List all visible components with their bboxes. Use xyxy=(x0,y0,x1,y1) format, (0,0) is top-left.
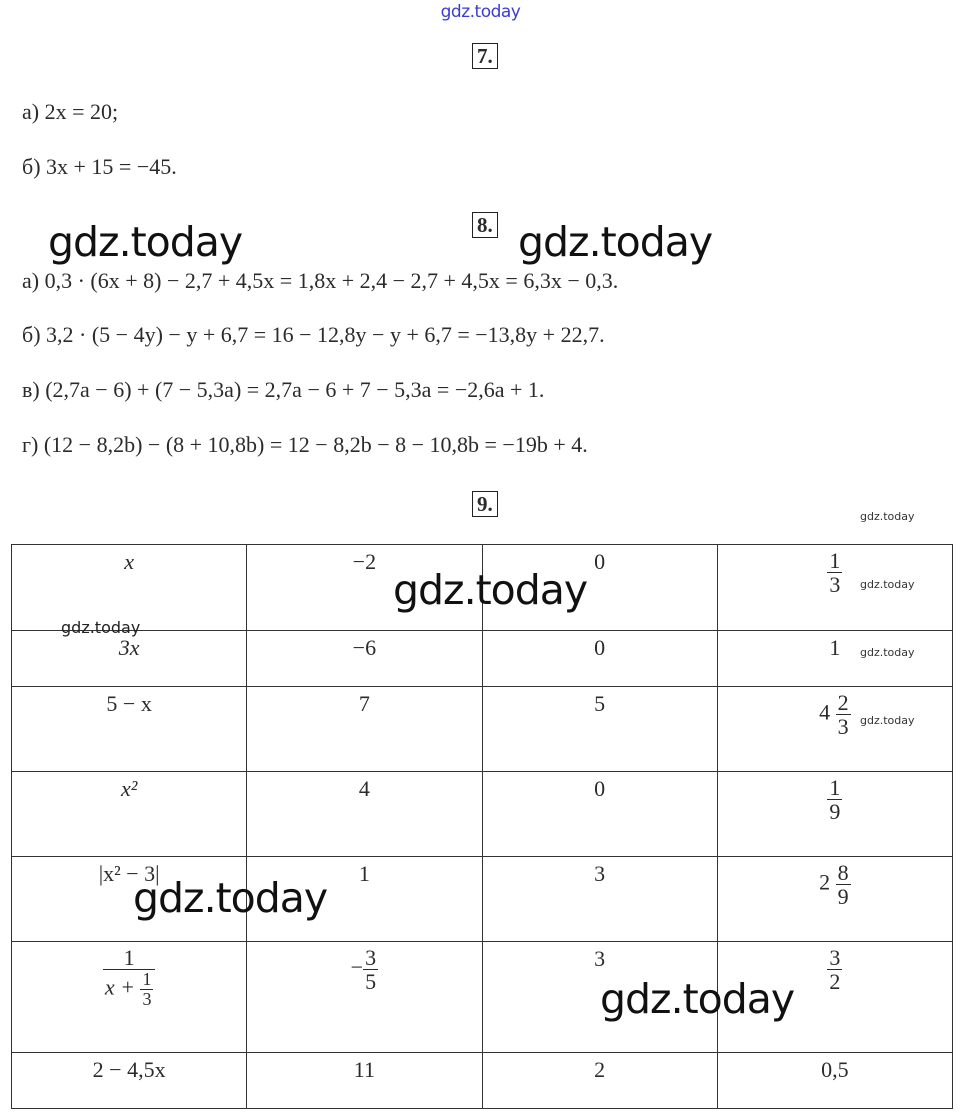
task-7-number: 7. xyxy=(472,43,498,69)
table-row xyxy=(12,772,953,857)
watermark-1: gdz.today xyxy=(48,218,243,266)
watermark-3: gdz.today xyxy=(393,566,588,614)
cell: 1 xyxy=(247,857,482,942)
fraction: $\frac{2}{3}$ xyxy=(837,690,849,740)
cell: −2 xyxy=(247,545,482,631)
cell: 4 xyxy=(247,772,482,857)
task-7-line-a: а) 2x = 20; xyxy=(22,99,119,124)
watermark-mid: gdz.today xyxy=(61,618,141,637)
task-8-line-b: б) 3,2 · (5 − 4y) − y + 6,7 = 16 − 12,8y − y + 6,7 = −13,8y + 22,7. xyxy=(22,322,605,347)
task-8-line-d: г) (12 − 8,2b) − (8 + 10,8b) = 12 − 8,2b − 8 − 10,8b = −19b + 4. xyxy=(22,432,588,457)
fraction: $\frac{1}{9}$ xyxy=(829,775,841,825)
fraction: $\frac{3}{2}$ xyxy=(829,945,841,995)
cell: 11 xyxy=(247,1053,482,1109)
row-label: x xyxy=(12,545,247,631)
table-row xyxy=(12,631,953,687)
table-row xyxy=(12,942,953,1053)
cell: 4 $\frac{2}{3}$ xyxy=(717,687,952,772)
watermark-4: gdz.today xyxy=(133,874,328,922)
fraction: $\frac{1}{3}$ xyxy=(829,548,841,598)
cell: − $\frac{3}{5}$ xyxy=(247,942,482,1053)
task-8-line-a: а) 0,3 · (6x + 8) − 2,7 + 4,5x = 1,8x + 2,4 − 2,7 + 4,5x = 6,3x − 0,3. xyxy=(22,268,619,293)
fraction: $\frac{3}{5}$ xyxy=(365,945,377,995)
cell: −6 xyxy=(247,631,482,687)
watermark-small-2: gdz.today xyxy=(860,578,915,591)
watermark-small-4: gdz.today xyxy=(860,714,915,727)
fraction: $\frac{8}{9}$ xyxy=(837,860,849,910)
cell: 3 xyxy=(482,942,717,1053)
cell xyxy=(717,545,952,631)
row-label: |x² − 3| xyxy=(12,857,247,942)
cell: 3 xyxy=(482,857,717,942)
cell: 2 $\frac{8}{9}$ xyxy=(717,857,952,942)
complex-fraction: 1 x + $\frac{1}{3}$ xyxy=(103,946,156,1009)
row-label: x² xyxy=(12,772,247,857)
task-7-line-b: б) 3x + 15 = −45. xyxy=(22,154,177,179)
watermark-top: gdz.today xyxy=(440,2,521,22)
row-label: 3x xyxy=(12,631,247,687)
cell xyxy=(717,772,952,857)
cell: 0,5 xyxy=(717,1053,952,1109)
table-row xyxy=(12,687,953,772)
watermark-2: gdz.today xyxy=(518,218,713,266)
cell: 0 xyxy=(482,631,717,687)
cell: 0 xyxy=(482,545,717,631)
watermark-small-1: gdz.today xyxy=(860,510,915,523)
cell: 2 xyxy=(482,1053,717,1109)
cell: 5 xyxy=(482,687,717,772)
cell: 7 xyxy=(247,687,482,772)
cell: 0 xyxy=(482,772,717,857)
task-9-number: 9. xyxy=(472,491,498,517)
watermark-small-3: gdz.today xyxy=(860,646,915,659)
row-label: 5 − x xyxy=(12,687,247,772)
task-8-line-c: в) (2,7a − 6) + (7 − 5,3a) = 2,7a − 6 + 7 − 5,3a = −2,6a + 1. xyxy=(22,377,545,402)
row-label: 2 − 4,5x xyxy=(12,1053,247,1109)
table-row xyxy=(12,1053,953,1109)
row-label xyxy=(12,942,247,1053)
values-table xyxy=(11,544,953,1109)
cell: 1 xyxy=(717,631,952,687)
watermark-5: gdz.today xyxy=(600,975,795,1023)
task-8-number: 8. xyxy=(472,212,498,238)
